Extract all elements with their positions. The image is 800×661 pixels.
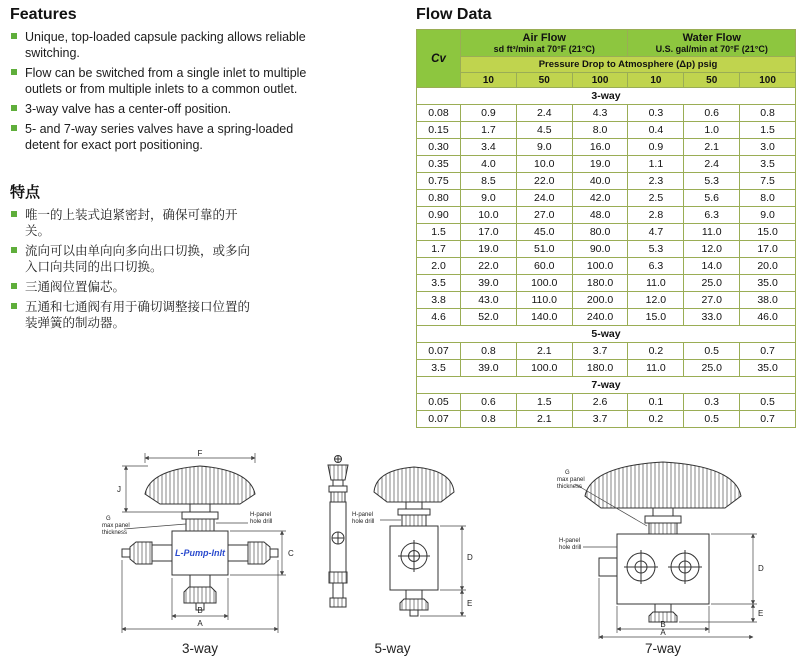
- table-row: [417, 309, 796, 326]
- panel-note-2: thickness: [102, 530, 128, 536]
- value-cell: 52.0: [461, 309, 517, 326]
- panel-note-1: max panel: [557, 477, 585, 483]
- value-cell: 15.0: [628, 309, 684, 326]
- bullet-icon: [11, 125, 17, 131]
- value-cell: 10.0: [461, 207, 517, 224]
- feature-text: 流向可以由单向向多向出口切换，或多向入口向共同的出口切换。: [25, 244, 251, 274]
- table-row: [417, 224, 796, 241]
- cv-cell: 3.5: [417, 275, 461, 292]
- feature-text: Unique, top-loaded capsule packing allows reliable switching.: [25, 30, 306, 60]
- panel-note-1: max panel: [102, 523, 130, 529]
- value-cell: 51.0: [516, 241, 572, 258]
- value-cell: 45.0: [516, 224, 572, 241]
- col-header: 100: [572, 73, 628, 88]
- valve-drawing-3way: [100, 450, 300, 640]
- value-cell: 0.8: [461, 411, 517, 428]
- value-cell: 33.0: [684, 309, 740, 326]
- section-label: 7-way: [417, 377, 796, 394]
- cv-cell: 4.6: [417, 309, 461, 326]
- value-cell: 8.0: [572, 122, 628, 139]
- value-cell: 0.9: [628, 139, 684, 156]
- cv-cell: 3.5: [417, 360, 461, 377]
- value-cell: 3.4: [461, 139, 517, 156]
- value-cell: 19.0: [572, 156, 628, 173]
- cv-cell: 1.5: [417, 224, 461, 241]
- feature-item: [10, 243, 260, 275]
- col-header: 10: [628, 73, 684, 88]
- cv-label: Cv: [431, 52, 446, 65]
- features-section: [10, 6, 410, 335]
- table-row: [417, 207, 796, 224]
- value-cell: 1.7: [461, 122, 517, 139]
- value-cell: 16.0: [572, 139, 628, 156]
- flow-data-section: [416, 6, 798, 428]
- dim-d-label: D: [467, 553, 473, 562]
- value-cell: 11.0: [628, 275, 684, 292]
- value-cell: 140.0: [516, 309, 572, 326]
- value-cell: 46.0: [740, 309, 796, 326]
- value-cell: 6.3: [628, 258, 684, 275]
- table-row: [417, 241, 796, 258]
- cv-cell: 3.8: [417, 292, 461, 309]
- dimension-labels: [467, 553, 473, 608]
- value-cell: 42.0: [572, 190, 628, 207]
- value-cell: 4.7: [628, 224, 684, 241]
- valve-diagrams: [0, 450, 800, 660]
- cv-cell: 0.75: [417, 173, 461, 190]
- value-cell: 6.3: [684, 207, 740, 224]
- section-label: 3-way: [417, 88, 796, 105]
- feature-item: [10, 299, 260, 331]
- value-cell: 0.6: [461, 394, 517, 411]
- cv-cell: 0.35: [417, 156, 461, 173]
- cv-cell: 0.07: [417, 343, 461, 360]
- value-cell: 100.0: [516, 275, 572, 292]
- value-cell: 40.0: [572, 173, 628, 190]
- value-cell: 27.0: [684, 292, 740, 309]
- dimension-notes: [557, 470, 585, 551]
- value-cell: 100.0: [572, 258, 628, 275]
- features-cn-title: 特点: [10, 184, 41, 201]
- bullet-icon: [11, 69, 17, 75]
- value-cell: 0.5: [740, 394, 796, 411]
- value-cell: 0.5: [684, 343, 740, 360]
- value-cell: 7.5: [740, 173, 796, 190]
- hole-note-1: H-panel: [352, 512, 374, 518]
- flow-data-title: Flow Data: [416, 6, 492, 23]
- features-cn-list: [10, 207, 260, 331]
- value-cell: 27.0: [516, 207, 572, 224]
- value-cell: 3.5: [740, 156, 796, 173]
- value-cell: 48.0: [572, 207, 628, 224]
- feature-text: 3-way valve has a center-off position.: [25, 102, 232, 116]
- dim-b-label: B: [197, 606, 203, 615]
- table-row: [417, 122, 796, 139]
- value-cell: 60.0: [516, 258, 572, 275]
- cv-cell: 0.05: [417, 394, 461, 411]
- value-cell: 11.0: [628, 360, 684, 377]
- dim-a-label: A: [197, 619, 203, 628]
- dim-e-label: E: [758, 609, 764, 618]
- value-cell: 3.0: [740, 139, 796, 156]
- value-cell: 24.0: [516, 190, 572, 207]
- cv-cell: 1.7: [417, 241, 461, 258]
- value-cell: 9.0: [516, 139, 572, 156]
- value-cell: 0.7: [740, 343, 796, 360]
- bullet-icon: [11, 33, 17, 39]
- dim-g-label: G: [565, 470, 570, 476]
- front-view-outline: [374, 467, 454, 616]
- table-row: [417, 275, 796, 292]
- value-cell: 20.0: [740, 258, 796, 275]
- value-cell: 4.3: [572, 105, 628, 122]
- dim-j-label: J: [117, 485, 121, 494]
- valve-body-outline: [585, 462, 741, 622]
- feature-text: 三通阀位置偏芯。: [25, 280, 126, 294]
- value-cell: 1.5: [516, 394, 572, 411]
- hole-note-2: hole drill: [352, 519, 375, 525]
- feature-item: [10, 29, 312, 61]
- valve-body-outline: [122, 466, 278, 610]
- value-cell: 240.0: [572, 309, 628, 326]
- dim-e-label: E: [467, 599, 473, 608]
- cv-cell: 0.08: [417, 105, 461, 122]
- valve-drawing-5way: [300, 450, 485, 640]
- value-cell: 200.0: [572, 292, 628, 309]
- value-cell: 14.0: [684, 258, 740, 275]
- bullet-icon: [11, 211, 17, 217]
- section-label: 5-way: [417, 326, 796, 343]
- value-cell: 2.4: [516, 105, 572, 122]
- panel-note-2: thickness: [557, 484, 583, 490]
- value-cell: 180.0: [572, 275, 628, 292]
- value-cell: 5.3: [684, 173, 740, 190]
- value-cell: 2.6: [572, 394, 628, 411]
- dim-g-label: G: [106, 516, 111, 522]
- value-cell: 43.0: [461, 292, 517, 309]
- dim-d-label: D: [758, 564, 764, 573]
- water-flow-title: Water Flow: [682, 32, 741, 44]
- value-cell: 25.0: [684, 360, 740, 377]
- value-cell: 4.5: [516, 122, 572, 139]
- table-row: [417, 292, 796, 309]
- hole-note-1: H-panel: [250, 512, 272, 518]
- air-flow-subtitle: sd ft³/min at 70°F (21°C): [493, 44, 595, 54]
- diagram-caption-7way: 7-way: [644, 641, 681, 656]
- value-cell: 2.3: [628, 173, 684, 190]
- table-row: [417, 343, 796, 360]
- feature-text: 五通和七通阀有用于确切调整接口位置的装弹簧的制动器。: [25, 300, 251, 330]
- col-header: 10: [461, 73, 517, 88]
- value-cell: 17.0: [461, 224, 517, 241]
- section-row: [417, 326, 796, 343]
- table-row: [417, 258, 796, 275]
- value-cell: 0.8: [461, 343, 517, 360]
- value-cell: 1.0: [684, 122, 740, 139]
- cv-cell: 0.30: [417, 139, 461, 156]
- table-row: [417, 411, 796, 428]
- hole-note-1: H-panel: [559, 538, 581, 544]
- value-cell: 3.7: [572, 411, 628, 428]
- diagram-7way: [553, 450, 773, 656]
- features-title: Features: [10, 6, 77, 23]
- value-cell: 39.0: [461, 360, 517, 377]
- air-flow-title: Air Flow: [522, 32, 566, 44]
- diagram-5way: [300, 450, 485, 656]
- feature-item: [10, 207, 260, 239]
- value-cell: 38.0: [740, 292, 796, 309]
- water-flow-header: [628, 30, 796, 57]
- cv-cell: 0.80: [417, 190, 461, 207]
- feature-item: [10, 101, 312, 117]
- bullet-icon: [11, 283, 17, 289]
- value-cell: 9.0: [740, 207, 796, 224]
- value-cell: 2.5: [628, 190, 684, 207]
- value-cell: 0.2: [628, 411, 684, 428]
- table-row: [417, 105, 796, 122]
- flow-data-table: [416, 29, 796, 428]
- value-cell: 10.0: [516, 156, 572, 173]
- value-cell: 12.0: [684, 241, 740, 258]
- value-cell: 25.0: [684, 275, 740, 292]
- dim-f-label: F: [197, 450, 203, 458]
- value-cell: 8.0: [740, 190, 796, 207]
- value-cell: 180.0: [572, 360, 628, 377]
- value-cell: 0.9: [461, 105, 517, 122]
- watermark-text: L-Pump-Inlt: [175, 548, 225, 558]
- cv-cell: 0.15: [417, 122, 461, 139]
- value-cell: 2.1: [684, 139, 740, 156]
- table-row: [417, 360, 796, 377]
- col-header: 100: [740, 73, 796, 88]
- value-cell: 35.0: [740, 275, 796, 292]
- value-cell: 0.8: [740, 105, 796, 122]
- value-cell: 0.7: [740, 411, 796, 428]
- value-cell: 0.2: [628, 343, 684, 360]
- value-cell: 11.0: [684, 224, 740, 241]
- value-cell: 9.0: [461, 190, 517, 207]
- cv-header: [417, 30, 461, 88]
- value-cell: 4.0: [461, 156, 517, 173]
- value-cell: 2.8: [628, 207, 684, 224]
- feature-item: [10, 121, 312, 153]
- value-cell: 0.4: [628, 122, 684, 139]
- value-cell: 0.1: [628, 394, 684, 411]
- value-cell: 22.0: [461, 258, 517, 275]
- section-row: [417, 88, 796, 105]
- value-cell: 3.7: [572, 343, 628, 360]
- table-row: [417, 139, 796, 156]
- value-cell: 90.0: [572, 241, 628, 258]
- value-cell: 0.3: [628, 105, 684, 122]
- value-cell: 2.1: [516, 343, 572, 360]
- dim-b-label: B: [660, 620, 666, 629]
- table-row: [417, 394, 796, 411]
- air-flow-header: [461, 30, 628, 57]
- dim-c-label: C: [288, 549, 294, 558]
- value-cell: 2.1: [516, 411, 572, 428]
- value-cell: 12.0: [628, 292, 684, 309]
- value-cell: 2.4: [684, 156, 740, 173]
- features-list: [10, 29, 312, 153]
- value-cell: 1.1: [628, 156, 684, 173]
- value-cell: 0.6: [684, 105, 740, 122]
- col-header: 50: [516, 73, 572, 88]
- diagram-3way: [100, 450, 300, 656]
- dimension-notes: [352, 512, 374, 525]
- table-row: [417, 190, 796, 207]
- diagram-caption-3way: 3-way: [181, 641, 218, 656]
- value-cell: 0.5: [684, 411, 740, 428]
- value-cell: 100.0: [516, 360, 572, 377]
- bullet-icon: [11, 247, 17, 253]
- value-cell: 5.6: [684, 190, 740, 207]
- value-cell: 110.0: [516, 292, 572, 309]
- dim-a-label: A: [660, 628, 666, 637]
- bullet-icon: [11, 105, 17, 111]
- pressure-drop-header: Pressure Drop to Atmosphere (Δp) psig: [461, 57, 796, 73]
- side-view-outline: [328, 456, 348, 608]
- bullet-icon: [11, 303, 17, 309]
- cv-cell: 0.90: [417, 207, 461, 224]
- value-cell: 0.3: [684, 394, 740, 411]
- value-cell: 39.0: [461, 275, 517, 292]
- feature-item: [10, 65, 312, 97]
- value-cell: 8.5: [461, 173, 517, 190]
- value-cell: 35.0: [740, 360, 796, 377]
- feature-text: Flow can be switched from a single inlet to multiple outlets or from multiple inlets to a common outlet.: [25, 66, 307, 96]
- cv-cell: 0.07: [417, 411, 461, 428]
- value-cell: 19.0: [461, 241, 517, 258]
- hole-note-2: hole drill: [250, 519, 273, 525]
- col-header: 50: [684, 73, 740, 88]
- value-cell: 17.0: [740, 241, 796, 258]
- valve-drawing-7way: [553, 450, 773, 640]
- value-cell: 15.0: [740, 224, 796, 241]
- value-cell: 80.0: [572, 224, 628, 241]
- flow-table-body: [417, 88, 796, 428]
- value-cell: 22.0: [516, 173, 572, 190]
- feature-item: [10, 279, 260, 295]
- value-cell: 5.3: [628, 241, 684, 258]
- value-cell: 1.5: [740, 122, 796, 139]
- feature-text: 5- and 7-way series valves have a spring-loaded detent for exact port positioning.: [25, 122, 294, 152]
- feature-text: 唯一的上装式迫紧密封，确保可靠的开关。: [25, 208, 238, 238]
- table-row: [417, 156, 796, 173]
- hole-note-2: hole drill: [559, 545, 582, 551]
- cv-cell: 2.0: [417, 258, 461, 275]
- water-flow-subtitle: U.S. gal/min at 70°F (21°C): [655, 44, 768, 54]
- section-row: [417, 377, 796, 394]
- diagram-caption-5way: 5-way: [374, 641, 411, 656]
- table-row: [417, 173, 796, 190]
